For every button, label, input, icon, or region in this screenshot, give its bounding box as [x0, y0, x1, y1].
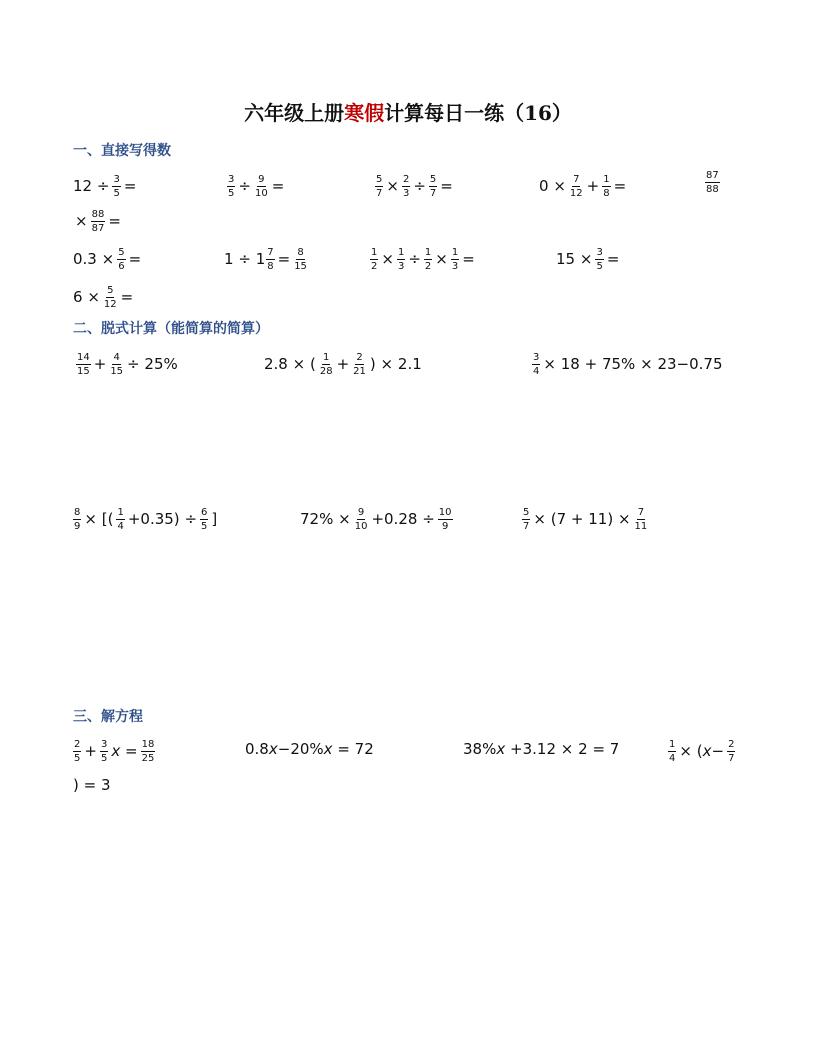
equation-4-end	[73, 778, 111, 793]
num: 1	[424, 247, 432, 258]
num: 8	[297, 247, 304, 258]
num: 5	[376, 174, 383, 185]
term: 2.1	[397, 355, 422, 373]
op: ×	[640, 355, 653, 373]
num: 5	[429, 174, 437, 185]
fraction	[76, 352, 91, 377]
num: 1	[603, 174, 610, 185]
den: 6	[118, 261, 125, 272]
op: ÷	[408, 250, 421, 268]
num: 1	[451, 247, 459, 258]
problem-5-start	[702, 170, 723, 195]
term: 0.8	[245, 740, 269, 758]
fraction	[569, 174, 584, 199]
den: 28	[319, 366, 333, 377]
num: 14	[77, 352, 90, 363]
num: 88	[91, 209, 105, 220]
fraction	[227, 174, 235, 199]
op: ÷	[238, 177, 251, 195]
term: +3.12	[510, 740, 556, 758]
num: 5	[118, 247, 125, 258]
den: 5	[596, 261, 603, 272]
den: 5	[201, 521, 208, 532]
den: 7	[523, 521, 530, 532]
op: ×	[75, 212, 88, 230]
term: +0.35)	[127, 510, 180, 528]
op: =	[271, 177, 285, 195]
op: ×	[84, 510, 97, 528]
num: 18	[141, 739, 155, 750]
fraction	[73, 739, 81, 764]
num: 2	[74, 739, 81, 750]
equation-1	[70, 739, 158, 764]
num: 5	[523, 507, 530, 518]
op: ×	[380, 355, 394, 373]
den: 4	[117, 521, 124, 532]
term: ) = 3	[73, 776, 111, 794]
op: ×	[533, 510, 546, 528]
den: 2	[371, 261, 378, 272]
equation-2	[245, 742, 374, 757]
op: ×	[101, 250, 115, 268]
den: 87	[91, 223, 105, 234]
variable: x	[323, 740, 333, 758]
den: 5	[113, 188, 120, 199]
term: 25%	[144, 355, 178, 373]
problem-2	[224, 174, 284, 199]
term: 72%	[300, 510, 334, 528]
problem-3	[372, 174, 453, 199]
op: ×	[87, 288, 100, 306]
op: ×	[553, 177, 566, 195]
fraction	[109, 352, 124, 377]
page-title	[0, 97, 816, 126]
num: 10	[438, 507, 452, 518]
den: 7	[728, 753, 735, 764]
den: 25	[141, 753, 155, 764]
term: 23−0.75	[657, 355, 723, 373]
fraction	[354, 507, 369, 532]
fraction	[91, 209, 106, 234]
title-text-end: 计算每日一练（16）	[384, 101, 572, 125]
op: =	[613, 177, 627, 195]
variable: x	[268, 740, 278, 758]
equation-3	[463, 742, 619, 757]
paren: )	[369, 355, 376, 373]
fraction	[451, 247, 459, 272]
section-heading-calc: 二、脱式计算（能简算的简算）	[73, 321, 269, 337]
op: ×	[381, 250, 394, 268]
fraction	[634, 507, 649, 532]
term: 38%	[463, 740, 497, 758]
fraction	[424, 247, 432, 272]
problem-4	[539, 174, 626, 199]
op: +	[84, 742, 97, 760]
den: 21	[353, 366, 366, 377]
num: 7	[267, 247, 274, 258]
problem-5-end	[75, 209, 121, 234]
term: = 72	[337, 740, 374, 758]
term: 18	[560, 355, 580, 373]
fraction	[532, 352, 540, 377]
term: 0	[539, 177, 549, 195]
op: =	[440, 177, 453, 195]
den: 3	[402, 188, 410, 199]
problem-10	[73, 285, 133, 310]
num: 9	[258, 174, 265, 185]
den: 5	[74, 753, 81, 764]
den: 4	[533, 366, 540, 377]
num: 87	[706, 170, 719, 181]
term: 1	[224, 250, 234, 268]
num: 7	[637, 507, 645, 518]
den: 3	[397, 261, 405, 272]
op: ÷	[238, 250, 251, 268]
num: 3	[533, 352, 540, 363]
num: 2	[402, 174, 410, 185]
section-heading-direct: 一、直接写得数	[73, 143, 171, 159]
paren: (	[696, 742, 703, 760]
fraction	[352, 352, 367, 377]
num: 1	[669, 739, 676, 750]
problem-6	[73, 247, 141, 272]
fraction	[73, 507, 81, 532]
op: ×	[435, 250, 448, 268]
den: 11	[634, 521, 648, 532]
den: 12	[103, 299, 117, 310]
op: ÷	[127, 355, 140, 373]
fraction	[117, 247, 125, 272]
fraction	[397, 247, 405, 272]
op: ×	[617, 510, 631, 528]
fraction	[103, 285, 118, 310]
num: 1	[117, 507, 124, 518]
op: ×	[560, 740, 574, 758]
num: 4	[113, 352, 120, 363]
op: ×	[386, 177, 399, 195]
op: ×	[338, 510, 351, 528]
num: 1	[371, 247, 378, 258]
num: 1	[397, 247, 405, 258]
den: 7	[376, 188, 383, 199]
num: 7	[573, 174, 580, 185]
op: ÷	[413, 177, 426, 195]
den: 15	[294, 261, 307, 272]
fraction	[402, 174, 410, 199]
title-highlight: 寒假	[344, 101, 385, 125]
calc-5	[300, 507, 456, 532]
num: 9	[357, 507, 365, 518]
op: +	[336, 355, 350, 373]
op: =	[125, 742, 138, 760]
den: 8	[603, 188, 610, 199]
term: 2.8	[264, 355, 288, 373]
fraction	[522, 507, 530, 532]
op: =	[606, 250, 620, 268]
variable: x	[496, 740, 506, 758]
op: =	[120, 288, 134, 306]
term: 12	[73, 177, 93, 195]
calc-2	[264, 352, 422, 377]
calc-3	[529, 352, 723, 377]
term: 0.3	[73, 250, 97, 268]
fraction	[375, 174, 383, 199]
op: ×	[543, 355, 556, 373]
num: 2	[356, 352, 363, 363]
op: =	[108, 212, 121, 230]
op: ÷	[96, 177, 110, 195]
den: 9	[74, 521, 81, 532]
num: 3	[596, 247, 603, 258]
num: 5	[107, 285, 114, 296]
term: 6	[73, 288, 83, 306]
op: ×	[579, 250, 593, 268]
num: 8	[74, 507, 81, 518]
op: =	[123, 177, 137, 195]
den: 4	[669, 753, 676, 764]
op: +	[93, 355, 107, 373]
den: 15	[77, 366, 90, 377]
num: 3	[228, 174, 235, 185]
den: 9	[441, 521, 449, 532]
op: ÷	[422, 510, 435, 528]
problem-8	[367, 247, 475, 272]
paren: [(	[101, 510, 114, 528]
term: 75%	[601, 355, 636, 373]
title-text: 六年级上册	[244, 101, 345, 125]
op: ×	[292, 355, 306, 373]
den: 88	[706, 184, 719, 195]
num: 3	[113, 174, 120, 185]
den: 3	[451, 261, 459, 272]
den: 8	[267, 261, 274, 272]
num: 2	[728, 739, 735, 750]
op: −	[711, 742, 725, 760]
den: 12	[569, 188, 583, 199]
op: ×	[679, 742, 692, 760]
den: 10	[254, 188, 268, 199]
fraction	[254, 174, 269, 199]
op: =	[462, 250, 475, 268]
calc-6	[519, 507, 651, 532]
num: 6	[201, 507, 208, 518]
term: −20%	[277, 740, 324, 758]
op: =	[128, 250, 142, 268]
fraction	[370, 247, 378, 272]
fraction	[705, 170, 720, 195]
fraction	[200, 507, 208, 532]
paren: ]	[211, 510, 218, 528]
problem-1	[73, 174, 136, 199]
den: 5	[228, 188, 235, 199]
paren: (	[310, 355, 316, 373]
term: = 7	[592, 740, 620, 758]
calc-1	[73, 352, 178, 377]
den: 2	[424, 261, 432, 272]
term: +0.28	[371, 510, 418, 528]
term: 15	[556, 250, 576, 268]
fraction	[668, 739, 676, 764]
calc-4	[70, 507, 217, 532]
variable: x	[702, 742, 712, 760]
op: +	[586, 177, 600, 195]
fraction	[595, 247, 603, 272]
op: ÷	[184, 510, 198, 528]
num: 1	[323, 352, 330, 363]
fraction	[116, 507, 124, 532]
variable: x	[111, 742, 121, 760]
fraction	[112, 174, 120, 199]
fraction	[602, 174, 610, 199]
fraction	[293, 247, 308, 272]
term: 2	[578, 740, 588, 758]
fraction	[438, 507, 453, 532]
num: 3	[100, 739, 108, 750]
whole: 1	[255, 250, 266, 268]
mixed-number	[256, 247, 278, 272]
fraction	[727, 739, 735, 764]
section-heading-equations: 三、解方程	[73, 709, 143, 725]
den: 10	[354, 521, 368, 532]
problem-7	[224, 247, 311, 272]
den: 5	[100, 753, 108, 764]
op: =	[277, 250, 291, 268]
term: (7 + 11)	[550, 510, 614, 528]
den: 15	[110, 366, 124, 377]
fraction	[141, 739, 156, 764]
den: 7	[429, 188, 437, 199]
problem-9	[556, 247, 619, 272]
fraction	[429, 174, 437, 199]
equation-4-start	[665, 739, 738, 764]
fraction	[266, 247, 274, 272]
fraction	[319, 352, 334, 377]
fraction	[100, 739, 108, 764]
op: +	[584, 355, 598, 373]
